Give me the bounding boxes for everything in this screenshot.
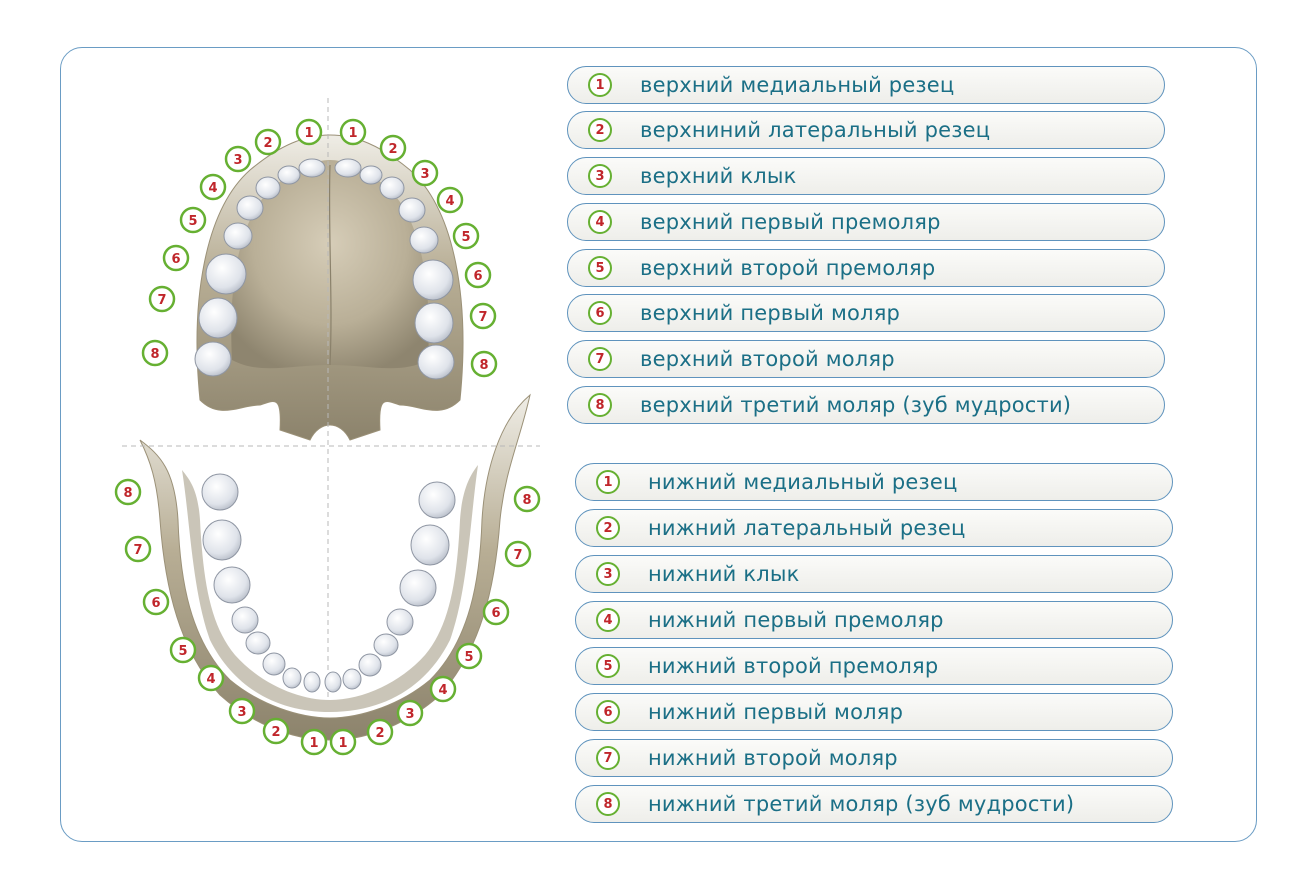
upper-tooth <box>199 298 237 338</box>
lower-tooth <box>387 609 413 635</box>
upper-marker-right-6 <box>466 263 490 287</box>
upper-marker-left-6 <box>164 246 188 270</box>
upper-tooth <box>380 177 404 199</box>
lower-legend-row-3 <box>575 555 1173 593</box>
lower-tooth <box>246 632 270 654</box>
lower-marker-right-6 <box>484 600 508 624</box>
svg-text:2: 2 <box>271 725 281 740</box>
svg-text:4: 4 <box>206 672 216 687</box>
upper-tooth <box>224 223 252 249</box>
number-badge: 7 <box>596 746 620 770</box>
upper-marker-left-2 <box>256 130 280 154</box>
lower-marker-right-8 <box>515 487 539 511</box>
tooth-label: верхний второй моляр <box>640 347 895 371</box>
upper-marker-right-8 <box>472 352 496 376</box>
svg-text:1: 1 <box>304 126 314 141</box>
upper-tooth <box>256 177 280 199</box>
tooth-label: верхний первый моляр <box>640 301 901 325</box>
upper-marker-left-3 <box>226 147 250 171</box>
lower-marker-left-3 <box>230 699 254 723</box>
lower-tooth <box>374 634 398 656</box>
lower-tooth <box>419 482 455 518</box>
number-badge: 1 <box>596 470 620 494</box>
number-badge: 5 <box>588 256 612 280</box>
lower-marker-left-6 <box>144 590 168 614</box>
svg-text:5: 5 <box>188 214 198 229</box>
lower-marker-left-2 <box>264 719 288 743</box>
lower-marker-right-3 <box>398 701 422 725</box>
number-badge: 4 <box>588 210 612 234</box>
svg-text:4: 4 <box>438 683 448 698</box>
tooth-label: верхний второй премоляр <box>640 256 936 280</box>
lower-marker-right-5 <box>457 644 481 668</box>
tooth-label: верхний медиальный резец <box>640 73 955 97</box>
tooth-label: верхний клык <box>640 164 797 188</box>
svg-text:8: 8 <box>479 358 489 373</box>
upper-legend-row-1 <box>567 66 1165 104</box>
lower-tooth <box>232 607 258 633</box>
number-badge: 6 <box>588 301 612 325</box>
svg-text:1: 1 <box>348 126 358 141</box>
tooth-label: нижний медиальный резец <box>648 470 958 494</box>
number-badge: 5 <box>596 654 620 678</box>
svg-text:7: 7 <box>133 543 143 558</box>
svg-text:3: 3 <box>233 153 243 168</box>
svg-text:2: 2 <box>375 726 385 741</box>
lower-tooth <box>343 669 361 689</box>
lower-legend-row-6 <box>575 693 1173 731</box>
svg-text:6: 6 <box>473 269 483 284</box>
lower-tooth <box>359 654 381 676</box>
number-badge: 3 <box>588 164 612 188</box>
lower-tooth <box>411 525 449 565</box>
svg-text:3: 3 <box>405 707 415 722</box>
lower-marker-left-4 <box>199 666 223 690</box>
number-badge: 8 <box>596 792 620 816</box>
upper-tooth <box>413 260 453 300</box>
number-badge: 6 <box>596 700 620 724</box>
upper-tooth <box>418 345 454 379</box>
upper-legend-row-4 <box>567 203 1165 241</box>
tooth-label: нижний латеральный резец <box>648 516 966 540</box>
upper-tooth <box>206 254 246 294</box>
upper-marker-left-7 <box>150 287 174 311</box>
upper-legend-row-7 <box>567 340 1165 378</box>
upper-marker-right-5 <box>454 224 478 248</box>
lower-tooth <box>400 570 436 606</box>
lower-marker-left-7 <box>126 537 150 561</box>
upper-marker-right-3 <box>413 161 437 185</box>
lower-tooth <box>263 653 285 675</box>
upper-tooth <box>278 166 300 184</box>
svg-text:5: 5 <box>461 230 471 245</box>
upper-legend-row-5 <box>567 249 1165 287</box>
svg-text:4: 4 <box>445 194 455 209</box>
tooth-label: нижний первый моляр <box>648 700 904 724</box>
lower-marker-right-2 <box>368 720 392 744</box>
svg-text:6: 6 <box>171 252 181 267</box>
lower-legend-row-5 <box>575 647 1173 685</box>
lower-legend-row-8 <box>575 785 1173 823</box>
svg-text:1: 1 <box>338 736 348 751</box>
svg-text:3: 3 <box>420 167 430 182</box>
svg-text:2: 2 <box>388 142 398 157</box>
svg-text:5: 5 <box>178 644 188 659</box>
lower-tooth <box>283 668 301 688</box>
tooth-label: нижний второй моляр <box>648 746 898 770</box>
lower-tooth <box>325 672 341 692</box>
svg-text:8: 8 <box>522 493 532 508</box>
svg-text:2: 2 <box>263 136 273 151</box>
upper-tooth <box>335 159 361 177</box>
svg-text:7: 7 <box>157 293 167 308</box>
svg-text:7: 7 <box>513 548 523 563</box>
upper-tooth <box>360 166 382 184</box>
upper-legend-row-6 <box>567 294 1165 332</box>
tooth-label: верхний третий моляр (зуб мудрости) <box>640 393 1072 417</box>
tooth-label: нижний первый премоляр <box>648 608 944 632</box>
lower-tooth <box>304 672 320 692</box>
tooth-label: нижний клык <box>648 562 800 586</box>
upper-tooth <box>410 227 438 253</box>
lower-tooth <box>202 474 238 510</box>
upper-legend-row-8 <box>567 386 1165 424</box>
svg-text:8: 8 <box>150 347 160 362</box>
lower-legend-row-1 <box>575 463 1173 501</box>
upper-tooth <box>299 159 325 177</box>
upper-tooth <box>415 303 453 343</box>
upper-marker-left-8 <box>143 341 167 365</box>
upper-marker-right-2 <box>381 136 405 160</box>
upper-marker-right-1 <box>341 120 365 144</box>
svg-text:7: 7 <box>478 310 488 325</box>
svg-text:5: 5 <box>464 650 474 665</box>
number-badge: 7 <box>588 347 612 371</box>
upper-marker-left-4 <box>201 175 225 199</box>
lower-legend-row-7 <box>575 739 1173 777</box>
number-badge: 1 <box>588 73 612 97</box>
tooth-label: верхний первый премоляр <box>640 210 941 234</box>
upper-legend-row-3 <box>567 157 1165 195</box>
lower-marker-right-4 <box>431 677 455 701</box>
lower-marker-left-5 <box>171 638 195 662</box>
upper-marker-right-7 <box>471 304 495 328</box>
lower-tooth <box>214 567 250 603</box>
lower-legend-row-2 <box>575 509 1173 547</box>
svg-text:4: 4 <box>208 181 218 196</box>
number-badge: 2 <box>588 118 612 142</box>
tooth-label: верхниний латеральный резец <box>640 118 991 142</box>
upper-tooth <box>399 198 425 222</box>
tooth-label: нижний второй премоляр <box>648 654 939 678</box>
upper-tooth <box>195 342 231 376</box>
number-badge: 3 <box>596 562 620 586</box>
upper-marker-right-4 <box>438 188 462 212</box>
upper-legend-row-2 <box>567 111 1165 149</box>
number-badge: 8 <box>588 393 612 417</box>
lower-marker-left-8 <box>116 480 140 504</box>
upper-marker-left-5 <box>181 208 205 232</box>
svg-text:3: 3 <box>237 705 247 720</box>
lower-marker-left-1 <box>302 730 326 754</box>
svg-text:8: 8 <box>123 486 133 501</box>
svg-text:1: 1 <box>309 736 319 751</box>
lower-legend-row-4 <box>575 601 1173 639</box>
svg-text:6: 6 <box>491 606 501 621</box>
upper-tooth <box>237 196 263 220</box>
number-badge: 4 <box>596 608 620 632</box>
tooth-label: нижний третий моляр (зуб мудрости) <box>648 792 1075 816</box>
svg-text:6: 6 <box>151 596 161 611</box>
lower-tooth <box>203 520 241 560</box>
lower-marker-right-7 <box>506 542 530 566</box>
number-badge: 2 <box>596 516 620 540</box>
lower-marker-right-1 <box>331 730 355 754</box>
upper-marker-left-1 <box>297 120 321 144</box>
